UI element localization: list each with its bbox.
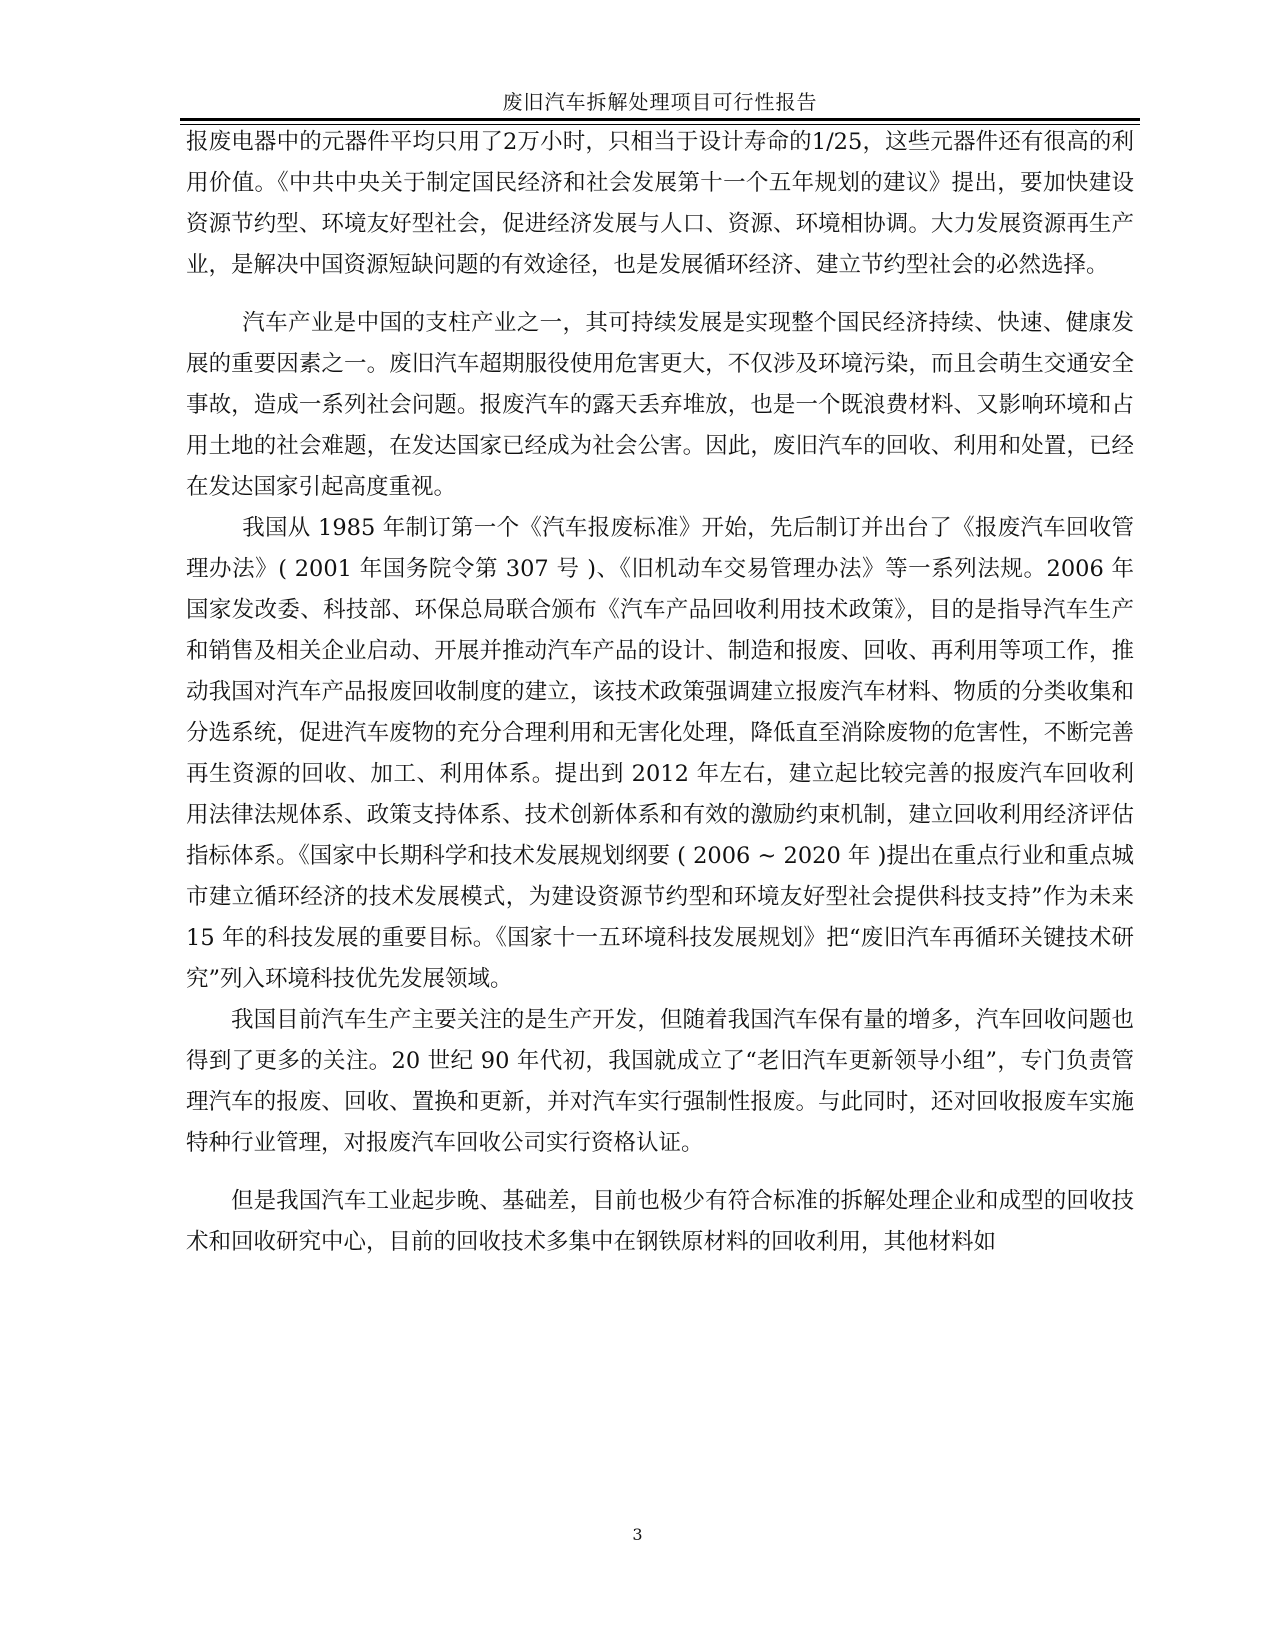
running-header: 废旧汽车拆解处理项目可行性报告 [502, 90, 818, 114]
paragraph-continuation: 报废电器中的元器件平均只用了2万小时，只相当于设计寿命的1/25，这些元器件还有很高的利用价值。《中共中央关于制定国民经济和社会发展第十一个五年规划的建议》提出，要加快建设资源节约型、环境友好型社会，促进经济发展与人口、资源、环境相协调。大力发展资源再生产业，是解决中国资源短缺问题的有效途径，也是发展循环经济、建立节约型社会的必然选择。 [186, 129, 1134, 278]
paragraph-recycling-attention: 我国目前汽车生产主要关注的是生产开发，但随着我国汽车保有量的增多，汽车回收问题也得到了更多的关注。20 世纪 90 年代初，我国就成立了“老旧汽车更新领导小组”，专门负责管理汽车的报废、回收、置换和更新，并对汽车实行强制性报废。与此同时，还对回收报废车实施特种行业管理，对报废汽车回收公司实行资格认证。 [186, 1007, 1134, 1156]
body-text [186, 122, 1134, 1263]
page-number: 3 [632, 1525, 643, 1544]
paragraph-industry-gap: 但是我国汽车工业起步晚、基础差，目前也极少有符合标准的拆解处理企业和成型的回收技术和回收研究中心，目前的回收技术多集中在钢铁原材料的回收利用，其他材料如 [186, 1188, 1134, 1255]
header-rule-thick [180, 118, 1140, 121]
paragraph-regulations: 我国从 1985 年制订第一个《汽车报废标准》开始，先后制订并出台了《报废汽车回收管理办法》( 2001 年国务院令第 307 号 )、《旧机动车交易管理办法》等一系列法规。2006 年国家发改委、科技部、环保总局联合颁布《汽车产品回收利用技术政策》，目的是指导汽车生产和销售及相关企业启动、开展并推动汽车产品的设计、制造和报废、回收、再利用等项工作，推动我国对汽车产品报废回收制度的建立，该技术政策强调建立报废汽车材料、物质的分类收集和分选系统，促进汽车废物的充分合理利用和无害化处理，降低直至消除废物的危害性，不断完善再生资源的回收、加工、利用体系。提出到 2012 年左右，建立起比较完善的报废汽车回收利用法律法规体系、政策支持体系、技术创新体系和有效的激励约束机制，建立回收利用经济评估指标体系。《国家中长期科学和技术发展规划纲要 ( 2006 ~ 2020 年 )提出在重点行业和重点城市建立循环经济的技术发展模式，为建设资源节约型和环境友好型社会提供科技支持”作为未来 15 年的科技发展的重要目标。《国家十一五环境科技发展规划》把“废旧汽车再循环关键技术研究”列入环境科技优先发展领域。 [186, 515, 1134, 992]
paragraph-auto-industry: 汽车产业是中国的支柱产业之一，其可持续发展是实现整个国民经济持续、快速、健康发展的重要因素之一。废旧汽车超期服役使用危害更大，不仅涉及环境污染，而且会萌生交通安全事故，造成一系列社会问题。报废汽车的露天丢弃堆放，也是一个既浪费材料、又影响环境和占用土地的社会难题，在发达国家已经成为社会公害。因此，废旧汽车的回收、利用和处置，已经在发达国家引起高度重视。 [186, 310, 1134, 500]
